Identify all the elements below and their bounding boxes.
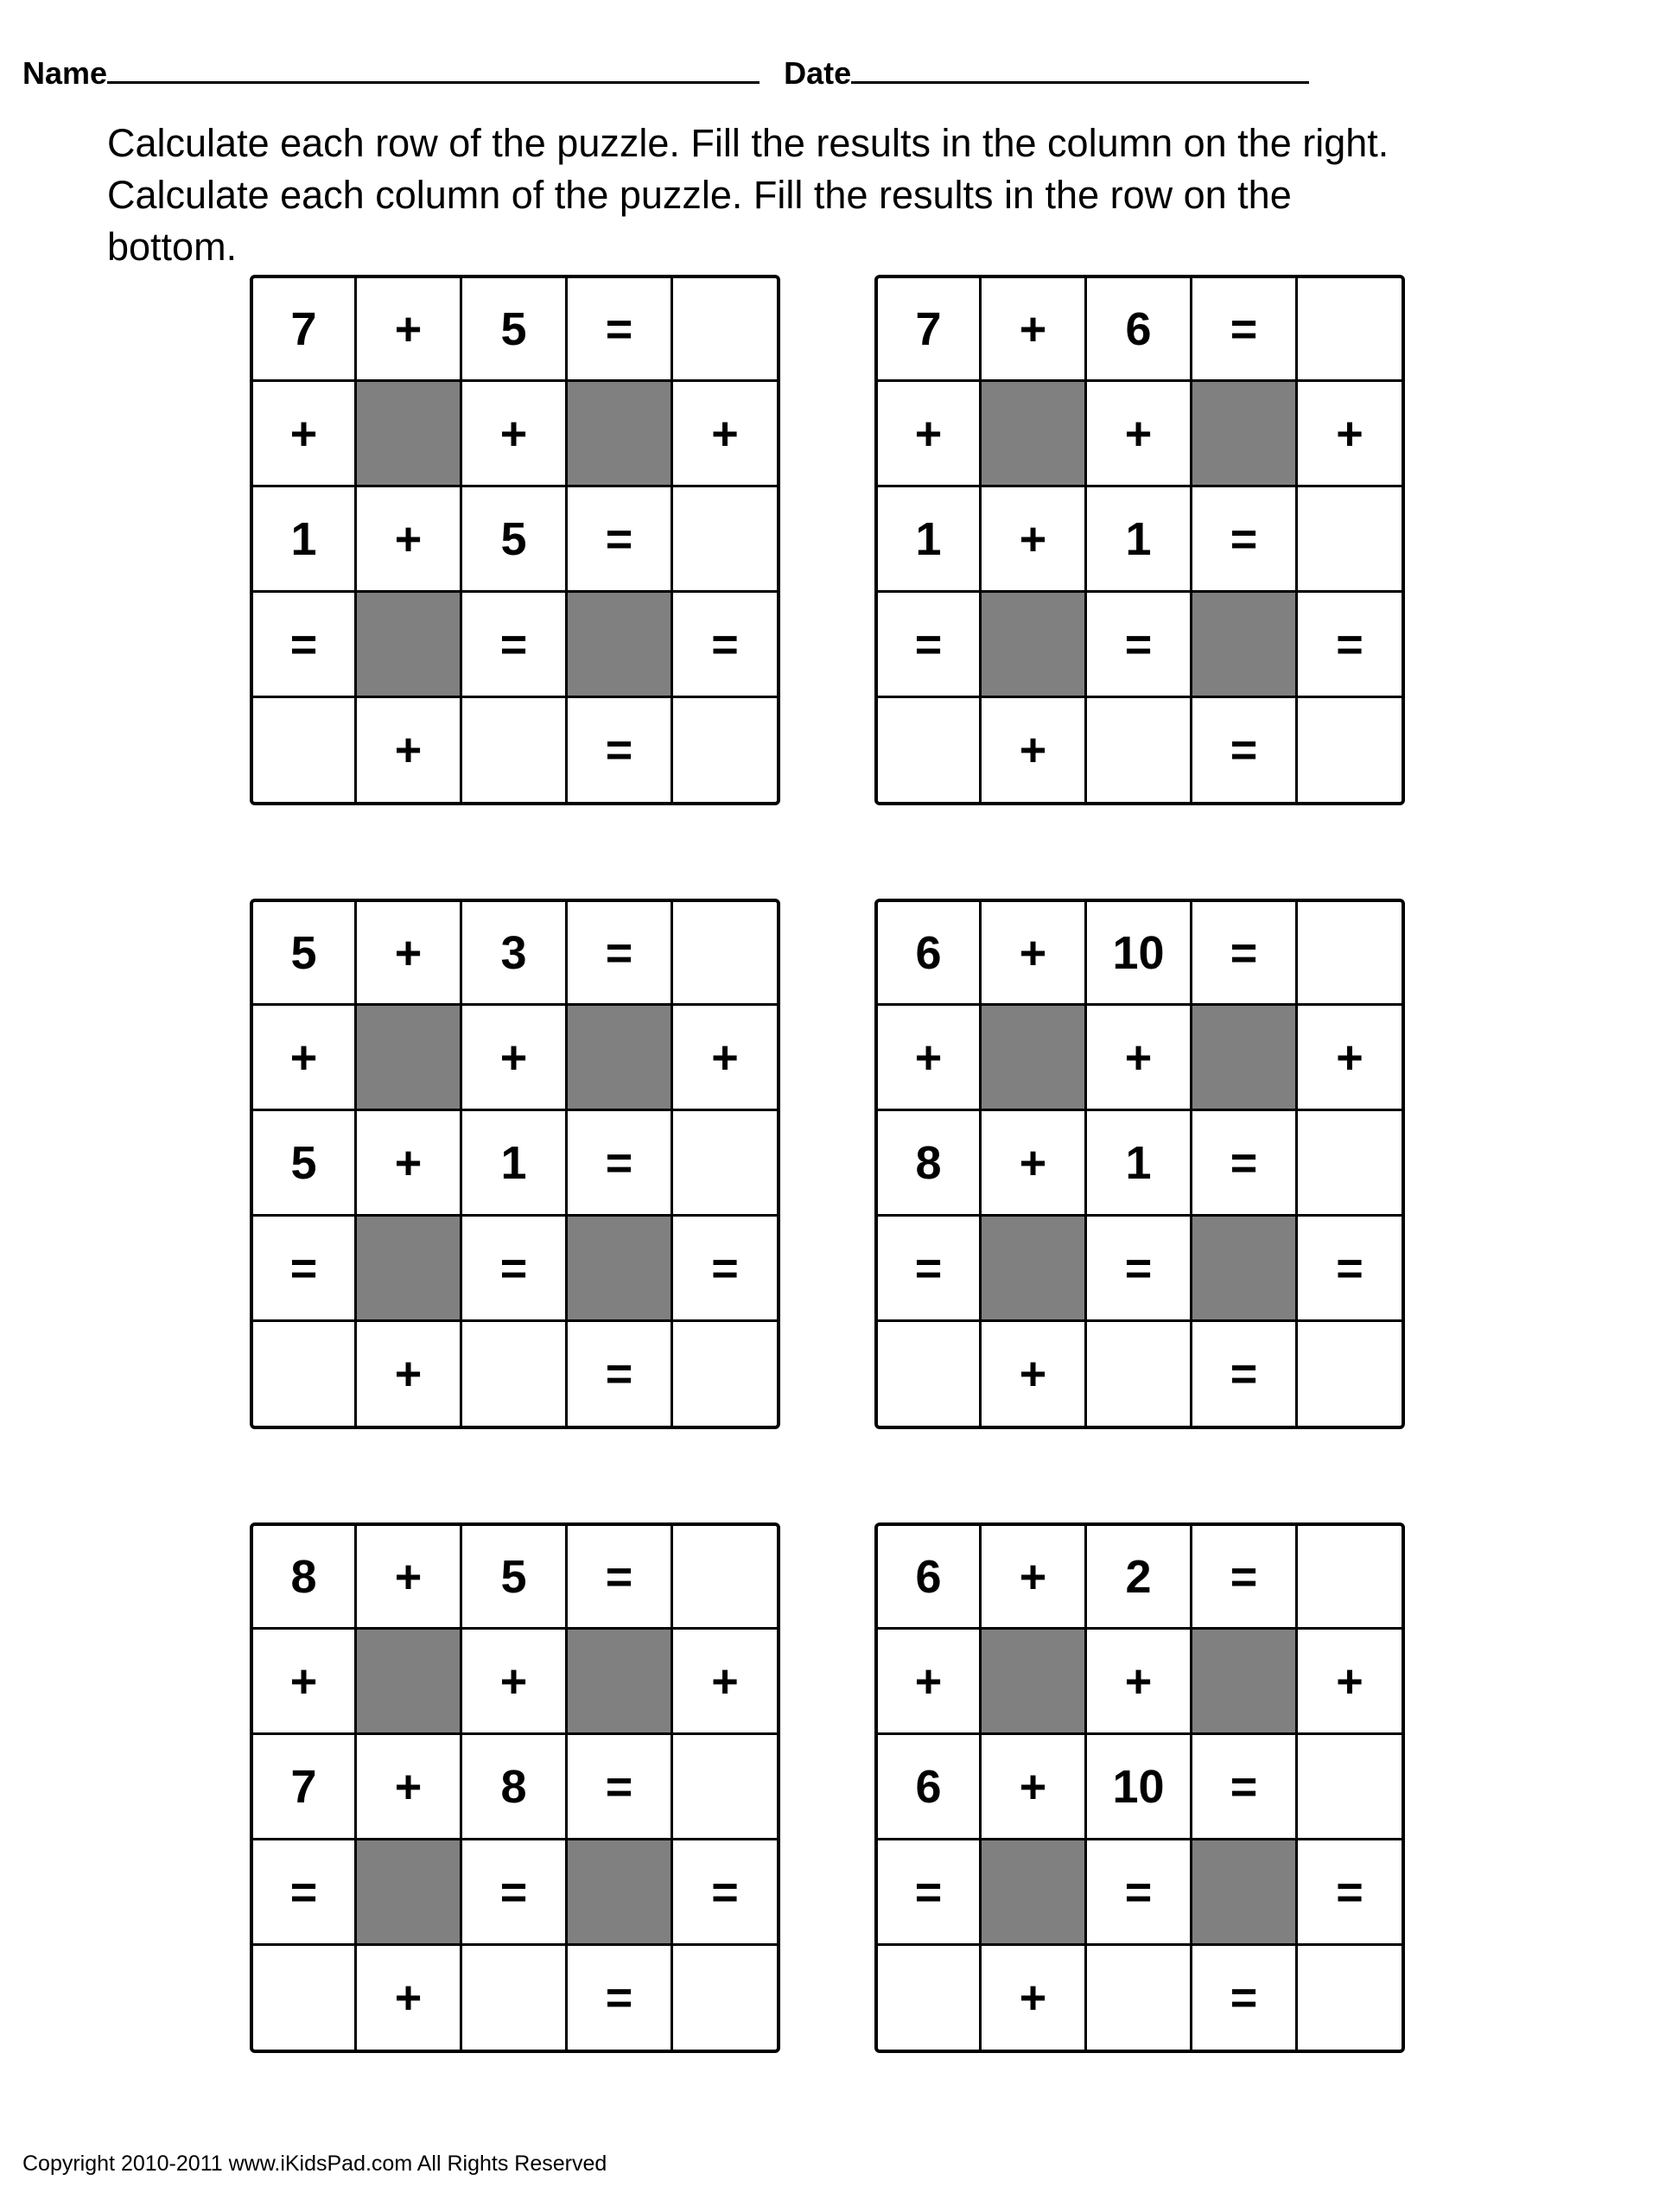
number-cell: 10 bbox=[1087, 902, 1192, 1006]
equals-sign-cell: = bbox=[878, 1217, 982, 1322]
number-cell: 7 bbox=[253, 1735, 357, 1840]
equals-sign-cell: = bbox=[1192, 1526, 1298, 1630]
answer-cell[interactable] bbox=[878, 1322, 982, 1426]
shaded-cell bbox=[1192, 382, 1298, 487]
plus-sign-cell: + bbox=[357, 1111, 462, 1217]
shaded-cell bbox=[1192, 593, 1298, 698]
number-cell: 8 bbox=[462, 1735, 568, 1840]
answer-cell[interactable] bbox=[878, 698, 982, 802]
equals-sign-cell: = bbox=[568, 1322, 673, 1426]
equals-sign-cell: = bbox=[673, 1217, 777, 1322]
shaded-cell bbox=[568, 1217, 673, 1322]
puzzle-grid bbox=[874, 899, 1405, 1429]
equals-sign-cell: = bbox=[1192, 1322, 1298, 1426]
shaded-cell bbox=[1192, 1006, 1298, 1111]
plus-sign-cell: + bbox=[673, 1006, 777, 1111]
number-cell: 1 bbox=[462, 1111, 568, 1217]
plus-sign-cell: + bbox=[982, 1526, 1087, 1630]
plus-sign-cell: + bbox=[357, 487, 462, 593]
answer-cell[interactable] bbox=[673, 1322, 777, 1426]
answer-cell[interactable] bbox=[462, 698, 568, 802]
plus-sign-cell: + bbox=[878, 1006, 982, 1111]
shaded-cell bbox=[982, 382, 1087, 487]
equals-sign-cell: = bbox=[1192, 902, 1298, 1006]
shaded-cell bbox=[357, 1217, 462, 1322]
answer-cell[interactable] bbox=[673, 902, 777, 1006]
plus-sign-cell: + bbox=[982, 278, 1087, 382]
plus-sign-cell: + bbox=[1087, 382, 1192, 487]
plus-sign-cell: + bbox=[1298, 382, 1402, 487]
shaded-cell bbox=[568, 1006, 673, 1111]
shaded-cell bbox=[357, 382, 462, 487]
number-cell: 1 bbox=[1087, 487, 1192, 593]
answer-cell[interactable] bbox=[253, 1946, 357, 2050]
plus-sign-cell: + bbox=[253, 382, 357, 487]
equals-sign-cell: = bbox=[1298, 1840, 1402, 1946]
number-cell: 2 bbox=[1087, 1526, 1192, 1630]
plus-sign-cell: + bbox=[462, 1630, 568, 1735]
number-cell: 1 bbox=[878, 487, 982, 593]
number-cell: 6 bbox=[878, 902, 982, 1006]
equals-sign-cell: = bbox=[568, 1526, 673, 1630]
answer-cell[interactable] bbox=[878, 1946, 982, 2050]
equals-sign-cell: = bbox=[1192, 698, 1298, 802]
name-blank-line[interactable] bbox=[107, 55, 760, 84]
equals-sign-cell: = bbox=[568, 278, 673, 382]
plus-sign-cell: + bbox=[357, 1526, 462, 1630]
answer-cell[interactable] bbox=[462, 1322, 568, 1426]
equals-sign-cell: = bbox=[878, 1840, 982, 1946]
number-cell: 3 bbox=[462, 902, 568, 1006]
shaded-cell bbox=[568, 593, 673, 698]
shaded-cell bbox=[568, 382, 673, 487]
answer-cell[interactable] bbox=[1298, 902, 1402, 1006]
date-label: Date bbox=[784, 55, 852, 91]
plus-sign-cell: + bbox=[462, 382, 568, 487]
equals-sign-cell: = bbox=[253, 1217, 357, 1322]
equals-sign-cell: = bbox=[253, 593, 357, 698]
answer-cell[interactable] bbox=[1298, 278, 1402, 382]
answer-cell[interactable] bbox=[1298, 1111, 1402, 1217]
number-cell: 6 bbox=[878, 1735, 982, 1840]
answer-cell[interactable] bbox=[1087, 1322, 1192, 1426]
equals-sign-cell: = bbox=[1298, 1217, 1402, 1322]
equals-sign-cell: = bbox=[1298, 593, 1402, 698]
plus-sign-cell: + bbox=[357, 698, 462, 802]
answer-cell[interactable] bbox=[673, 1946, 777, 2050]
number-cell: 1 bbox=[253, 487, 357, 593]
equals-sign-cell: = bbox=[253, 1840, 357, 1946]
answer-cell[interactable] bbox=[1298, 698, 1402, 802]
equals-sign-cell: = bbox=[568, 698, 673, 802]
plus-sign-cell: + bbox=[357, 278, 462, 382]
shaded-cell bbox=[1192, 1217, 1298, 1322]
shaded-cell bbox=[982, 1006, 1087, 1111]
answer-cell[interactable] bbox=[673, 1111, 777, 1217]
plus-sign-cell: + bbox=[982, 487, 1087, 593]
answer-cell[interactable] bbox=[1298, 1526, 1402, 1630]
shaded-cell bbox=[982, 593, 1087, 698]
equals-sign-cell: = bbox=[673, 1840, 777, 1946]
number-cell: 5 bbox=[253, 1111, 357, 1217]
equals-sign-cell: = bbox=[1192, 487, 1298, 593]
shaded-cell bbox=[357, 1630, 462, 1735]
equals-sign-cell: = bbox=[1192, 278, 1298, 382]
shaded-cell bbox=[1192, 1630, 1298, 1735]
number-cell: 8 bbox=[878, 1111, 982, 1217]
puzzle-grid bbox=[250, 275, 780, 805]
shaded-cell bbox=[1192, 1840, 1298, 1946]
answer-cell[interactable] bbox=[1298, 487, 1402, 593]
answer-cell[interactable] bbox=[673, 487, 777, 593]
date-blank-line[interactable] bbox=[851, 55, 1309, 84]
plus-sign-cell: + bbox=[253, 1006, 357, 1111]
plus-sign-cell: + bbox=[1087, 1630, 1192, 1735]
copyright-footer: Copyright 2010-2011 www.iKidsPad.com All Rights Reserved bbox=[22, 2152, 607, 2176]
plus-sign-cell: + bbox=[357, 1946, 462, 2050]
plus-sign-cell: + bbox=[982, 1322, 1087, 1426]
plus-sign-cell: + bbox=[357, 1322, 462, 1426]
shaded-cell bbox=[568, 1630, 673, 1735]
plus-sign-cell: + bbox=[1298, 1630, 1402, 1735]
equals-sign-cell: = bbox=[1087, 1217, 1192, 1322]
equals-sign-cell: = bbox=[568, 487, 673, 593]
equals-sign-cell: = bbox=[462, 1840, 568, 1946]
answer-cell[interactable] bbox=[462, 1946, 568, 2050]
plus-sign-cell: + bbox=[357, 902, 462, 1006]
number-cell: 6 bbox=[878, 1526, 982, 1630]
puzzle-grid bbox=[250, 899, 780, 1429]
equals-sign-cell: = bbox=[1192, 1735, 1298, 1840]
plus-sign-cell: + bbox=[982, 1111, 1087, 1217]
number-cell: 7 bbox=[878, 278, 982, 382]
equals-sign-cell: = bbox=[673, 593, 777, 698]
equals-sign-cell: = bbox=[878, 593, 982, 698]
plus-sign-cell: + bbox=[462, 1006, 568, 1111]
answer-cell[interactable] bbox=[673, 278, 777, 382]
name-label: Name bbox=[22, 55, 108, 91]
equals-sign-cell: = bbox=[462, 593, 568, 698]
answer-cell[interactable] bbox=[673, 1526, 777, 1630]
number-cell: 5 bbox=[253, 902, 357, 1006]
answer-cell[interactable] bbox=[673, 1735, 777, 1840]
instructions: Calculate each row of the puzzle. Fill the results in the column on the right. Calculate each column of the puzzle. Fill the results in the row on the bottom. bbox=[107, 121, 1389, 269]
equals-sign-cell: = bbox=[568, 1111, 673, 1217]
plus-sign-cell: + bbox=[673, 1630, 777, 1735]
equals-sign-cell: = bbox=[568, 902, 673, 1006]
plus-sign-cell: + bbox=[982, 698, 1087, 802]
number-cell: 5 bbox=[462, 487, 568, 593]
plus-sign-cell: + bbox=[878, 1630, 982, 1735]
shaded-cell bbox=[568, 1840, 673, 1946]
answer-cell[interactable] bbox=[673, 698, 777, 802]
shaded-cell bbox=[982, 1217, 1087, 1322]
equals-sign-cell: = bbox=[568, 1735, 673, 1840]
number-cell: 1 bbox=[1087, 1111, 1192, 1217]
number-cell: 5 bbox=[462, 1526, 568, 1630]
number-cell: 10 bbox=[1087, 1735, 1192, 1840]
puzzle-grid bbox=[874, 1522, 1405, 2053]
equals-sign-cell: = bbox=[1192, 1111, 1298, 1217]
equals-sign-cell: = bbox=[1087, 1840, 1192, 1946]
shaded-cell bbox=[357, 593, 462, 698]
plus-sign-cell: + bbox=[357, 1735, 462, 1840]
plus-sign-cell: + bbox=[878, 382, 982, 487]
shaded-cell bbox=[357, 1006, 462, 1111]
equals-sign-cell: = bbox=[462, 1217, 568, 1322]
answer-cell[interactable] bbox=[1298, 1322, 1402, 1426]
answer-cell[interactable] bbox=[1087, 698, 1192, 802]
number-cell: 5 bbox=[462, 278, 568, 382]
plus-sign-cell: + bbox=[1087, 1006, 1192, 1111]
number-cell: 7 bbox=[253, 278, 357, 382]
shaded-cell bbox=[982, 1840, 1087, 1946]
answer-cell[interactable] bbox=[1298, 1735, 1402, 1840]
answer-cell[interactable] bbox=[253, 1322, 357, 1426]
plus-sign-cell: + bbox=[982, 902, 1087, 1006]
equals-sign-cell: = bbox=[568, 1946, 673, 2050]
answer-cell[interactable] bbox=[1298, 1946, 1402, 2050]
plus-sign-cell: + bbox=[982, 1946, 1087, 2050]
plus-sign-cell: + bbox=[982, 1735, 1087, 1840]
puzzle-grid bbox=[250, 1522, 780, 2053]
header bbox=[22, 55, 1309, 92]
number-cell: 6 bbox=[1087, 278, 1192, 382]
equals-sign-cell: = bbox=[1087, 593, 1192, 698]
plus-sign-cell: + bbox=[253, 1630, 357, 1735]
answer-cell[interactable] bbox=[1087, 1946, 1192, 2050]
shaded-cell bbox=[357, 1840, 462, 1946]
shaded-cell bbox=[982, 1630, 1087, 1735]
number-cell: 8 bbox=[253, 1526, 357, 1630]
plus-sign-cell: + bbox=[1298, 1006, 1402, 1111]
answer-cell[interactable] bbox=[253, 698, 357, 802]
puzzle-grid bbox=[874, 275, 1405, 805]
plus-sign-cell: + bbox=[673, 382, 777, 487]
equals-sign-cell: = bbox=[1192, 1946, 1298, 2050]
